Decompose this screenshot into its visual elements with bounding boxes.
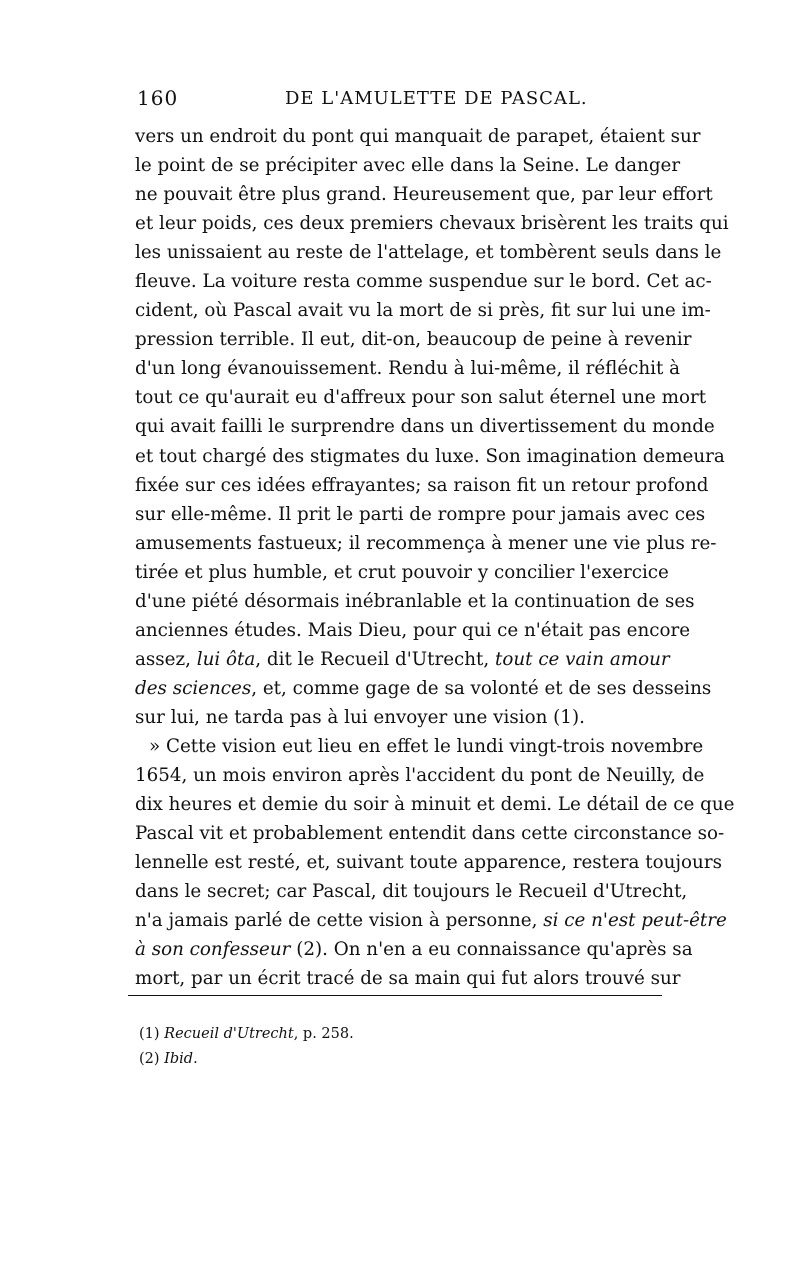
- footnote-number: (1): [139, 1026, 165, 1042]
- footnote-source: Ibid.: [164, 1051, 198, 1067]
- text-line: tout ce qu'aurait eu d'affreux pour son salut éternel une mort: [135, 387, 707, 409]
- text-line: tirée et plus humble, et crut pouvoir y concilier l'exercice: [135, 561, 669, 583]
- footnotes: [139, 1022, 659, 1072]
- text-line: [135, 674, 712, 703]
- text-line: [135, 645, 670, 674]
- running-head: DE L'AMULETTE DE PASCAL.: [285, 88, 588, 109]
- text-line: sur elle-même. Il prit le parti de rompre pour jamais avec ces: [135, 503, 706, 525]
- footnote-1: [139, 1022, 659, 1047]
- text-line: [135, 935, 693, 964]
- page-number: 160: [137, 86, 179, 110]
- text-line: et tout chargé des stigmates du luxe. Son imagination demeura: [135, 445, 725, 467]
- text-line: lennelle est resté, et, suivant toute apparence, restera toujours: [135, 852, 722, 874]
- text-line: cident, où Pascal avait vu la mort de si près, fit sur lui une im-: [135, 300, 711, 322]
- text-segment: assez,: [135, 648, 197, 670]
- text-line: vers un endroit du pont qui manquait de parapet, étaient sur: [135, 126, 701, 147]
- text-line: 1654, un mois environ après l'accident du pont de Neuilly, de: [135, 765, 705, 787]
- footnote-source: Recueil d'Utrecht: [164, 1026, 294, 1042]
- text-line: et leur poids, ces deux premiers chevaux brisèrent les traits qui: [135, 213, 729, 235]
- italic-quote: à son confesseur: [135, 939, 291, 961]
- text-segment: , dit le Recueil d'Utrecht,: [255, 648, 496, 670]
- paragraph-end-line: sur lui, ne tarda pas à lui envoyer une vision (1).: [135, 706, 585, 728]
- footnote-rule: [128, 995, 662, 996]
- italic-quote: tout ce vain amour: [495, 648, 670, 670]
- text-line: qui avait failli le surprendre dans un divertissement du monde: [135, 416, 715, 438]
- body-text: [135, 122, 735, 993]
- footnote-text: , p. 258.: [293, 1026, 354, 1042]
- text-segment: , et, comme gage de sa volonté et de ses desseins: [251, 677, 712, 699]
- text-line: anciennes études. Mais Dieu, pour qui ce n'était pas encore: [135, 619, 691, 641]
- text-line: ne pouvait être plus grand. Heureusement que, par leur effort: [135, 184, 713, 206]
- text-line: d'un long évanouissement. Rendu à lui-même, il réfléchit à: [135, 358, 681, 380]
- text-line: [135, 906, 727, 935]
- text-line: fixée sur ces idées effrayantes; sa raison fit un retour profond: [135, 474, 709, 496]
- text-line: dix heures et demie du soir à minuit et demi. Le détail de ce que: [135, 794, 735, 816]
- text-line: dans le secret; car Pascal, dit toujours le Recueil d'Utrecht,: [135, 881, 688, 903]
- paragraph-start-line: » Cette vision eut lieu en effet le lundi vingt-trois novembre: [149, 735, 704, 757]
- text-line: fleuve. La voiture resta comme suspendue sur le bord. Cet ac-: [135, 271, 712, 293]
- text-line: Pascal vit et probablement entendit dans cette circonstance so-: [135, 823, 725, 845]
- footnote-2: [139, 1047, 659, 1072]
- text-segment: n'a jamais parlé de cette vision à personne,: [135, 910, 544, 932]
- text-segment: (2). On n'en a eu connaissance qu'après sa: [290, 939, 693, 961]
- page-header: [137, 86, 667, 116]
- italic-quote: si ce n'est peut-être: [543, 910, 727, 932]
- text-line: amusements fastueux; il recommença à mener une vie plus re-: [135, 532, 717, 554]
- text-line: les unissaient au reste de l'attelage, et tombèrent seuls dans le: [135, 242, 722, 264]
- footnote-number: (2): [139, 1051, 165, 1067]
- text-line: d'une piété désormais inébranlable et la continuation de ses: [135, 590, 695, 612]
- italic-quote: des sciences: [135, 677, 252, 699]
- text-line: mort, par un écrit tracé de sa main qui fut alors trouvé sur: [135, 968, 681, 990]
- text-line: pression terrible. Il eut, dit-on, beaucoup de peine à revenir: [135, 329, 692, 351]
- italic-quote: lui ôta: [196, 648, 256, 670]
- text-line: le point de se précipiter avec elle dans la Seine. Le danger: [135, 155, 681, 177]
